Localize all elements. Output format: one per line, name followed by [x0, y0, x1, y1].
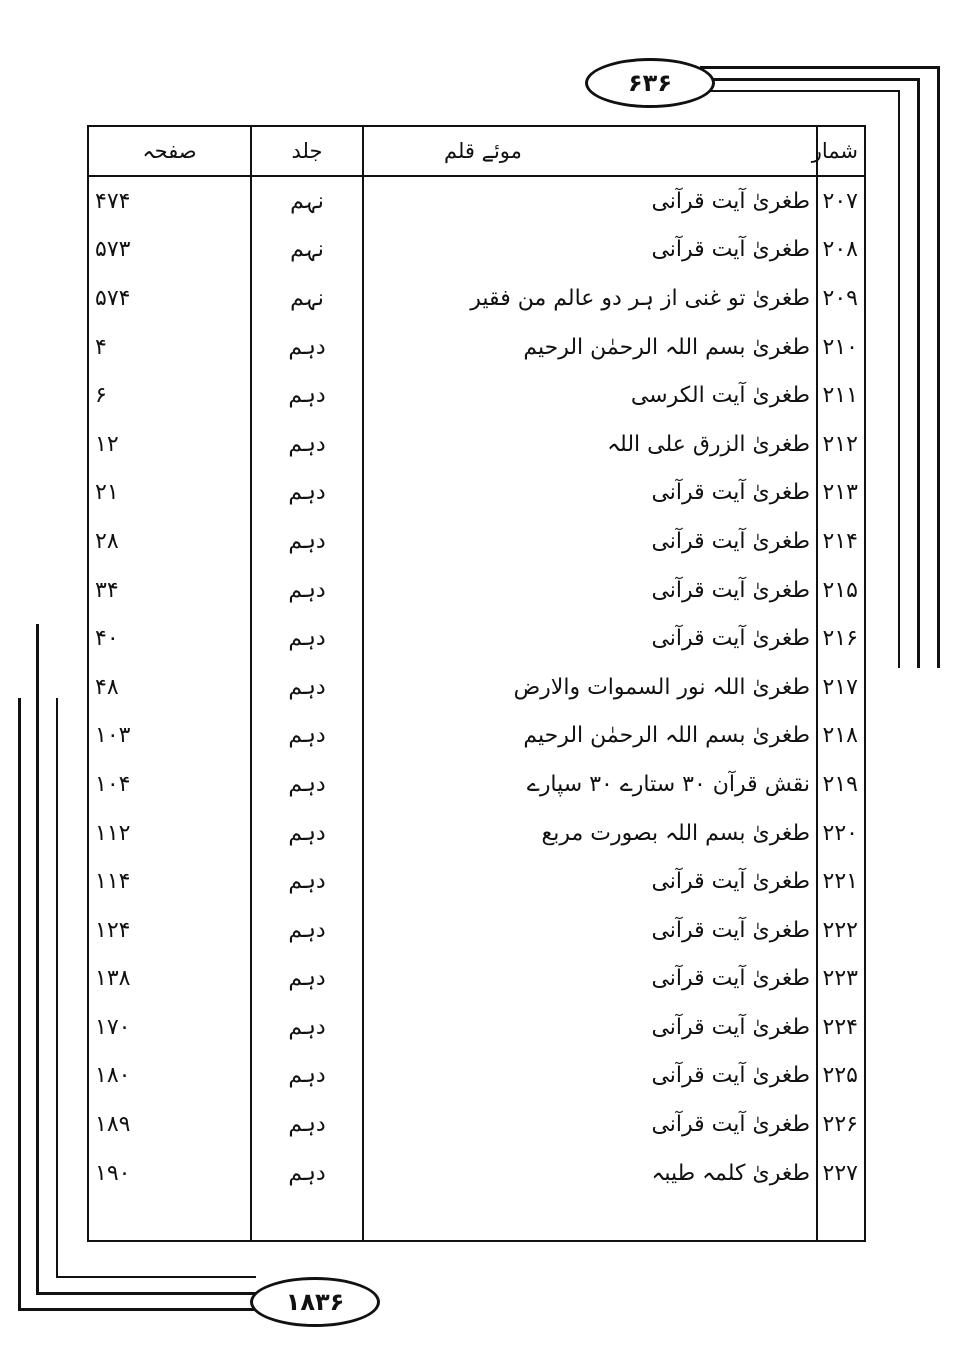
- entry-volume: دہم: [251, 371, 363, 420]
- frame-line-left-3: [56, 698, 58, 1278]
- table-row: [88, 566, 865, 615]
- entry-title: طغریٰ آیت قرآنی: [363, 1100, 817, 1149]
- entry-page: ۱۷۰: [95, 1014, 131, 1040]
- entry-title: طغریٰ بسم اللہ الرحمٰن الرحیم: [363, 323, 817, 372]
- entry-title: طغریٰ آیت قرآنی: [363, 226, 817, 275]
- entry-volume: نہم: [251, 274, 363, 323]
- header-volume: جلد: [251, 126, 363, 176]
- entry-title: طغریٰ آیت قرآنی: [363, 176, 817, 226]
- entry-number: ۲۰۷: [817, 176, 865, 226]
- table-row: [88, 955, 865, 1004]
- entry-number: ۲۱۸: [817, 712, 865, 761]
- entry-number: ۲۰۸: [817, 226, 865, 275]
- entry-volume: دہم: [251, 1052, 363, 1101]
- entry-page: ۳۴: [95, 577, 119, 603]
- frame-line-right-3: [898, 90, 900, 668]
- entry-title: طغریٰ بسم اللہ الرحمٰن الرحیم: [363, 712, 817, 761]
- entry-volume: دہم: [251, 712, 363, 761]
- entry-title: طغریٰ آیت قرآنی: [363, 1003, 817, 1052]
- table-row: [88, 1003, 865, 1052]
- entry-page: ۴۷۴: [95, 188, 131, 214]
- frame-line-bottom-3: [18, 1308, 256, 1311]
- table-row: [88, 274, 865, 323]
- frame-line-right-1: [937, 66, 940, 668]
- table-row: [88, 760, 865, 809]
- entry-volume: دہم: [251, 323, 363, 372]
- entry-page: ۱۰۴: [95, 771, 131, 797]
- entry-page: ۴۸: [95, 674, 119, 700]
- entry-page: ۱۰۳: [95, 723, 131, 749]
- entry-volume: دہم: [251, 857, 363, 906]
- entry-volume: دہم: [251, 760, 363, 809]
- table-row: [88, 1052, 865, 1101]
- entry-page: ۱۸۹: [95, 1112, 131, 1138]
- entry-title: طغریٰ الزرق علی اللہ: [363, 420, 817, 469]
- entry-volume: دہم: [251, 1100, 363, 1149]
- entry-page: ۴۰: [95, 626, 119, 652]
- index-table: [87, 125, 866, 1242]
- entry-volume: دہم: [251, 955, 363, 1004]
- entry-page: ۲۸: [95, 528, 119, 554]
- entry-volume: نہم: [251, 226, 363, 275]
- entry-page: ۵۷۴: [95, 285, 131, 311]
- table-row: [88, 614, 865, 663]
- entry-title: طغریٰ آیت قرآنی: [363, 1052, 817, 1101]
- table-row: [88, 517, 865, 566]
- entry-number: ۲۲۰: [817, 809, 865, 858]
- entry-page: ۲۱: [95, 480, 119, 506]
- entry-volume: نہم: [251, 176, 363, 226]
- table-row: [88, 712, 865, 761]
- entry-title: طغریٰ آیت قرآنی: [363, 906, 817, 955]
- empty-cell: [88, 1197, 251, 1241]
- entry-page: ۱۲: [95, 431, 119, 457]
- entry-title: طغریٰ بسم اللہ بصورت مربع: [363, 809, 817, 858]
- table-row: [88, 809, 865, 858]
- table-row: [88, 323, 865, 372]
- frame-line-left-2: [18, 698, 21, 1310]
- header-row: [88, 126, 865, 176]
- entry-page: ۵۷۳: [95, 237, 131, 263]
- entry-volume: دہم: [251, 614, 363, 663]
- entry-title: نقش قرآن ۳۰ ستارے ۳۰ سپارے: [363, 760, 817, 809]
- entry-page: ۱۱۲: [95, 820, 131, 846]
- header-page: صفحہ: [88, 126, 251, 176]
- entry-volume: دہم: [251, 420, 363, 469]
- entry-number: ۲۱۰: [817, 323, 865, 372]
- entry-title: طغریٰ آیت قرآنی: [363, 517, 817, 566]
- entry-number: ۲۲۴: [817, 1003, 865, 1052]
- table-row: [88, 663, 865, 712]
- page-number-bottom: ۱۸۳۶: [250, 1277, 380, 1327]
- table-row: [88, 176, 865, 226]
- empty-cell: [363, 1197, 817, 1241]
- frame-line-top-2: [708, 78, 920, 81]
- empty-cell: [817, 1197, 865, 1241]
- frame-line-left-1: [36, 624, 39, 1294]
- table-row: [88, 420, 865, 469]
- entry-volume: دہم: [251, 809, 363, 858]
- entry-volume: دہم: [251, 469, 363, 518]
- frame-line-top-3: [708, 90, 900, 92]
- table-row: [88, 469, 865, 518]
- entry-page: ۱۱۴: [95, 869, 131, 895]
- entry-volume: دہم: [251, 906, 363, 955]
- entry-page: ۱۸۰: [95, 1063, 131, 1089]
- entry-page: ۴: [95, 334, 107, 360]
- entry-number: ۲۱۶: [817, 614, 865, 663]
- entry-title: طغریٰ آیت الکرسی: [363, 371, 817, 420]
- entry-number: ۲۲۶: [817, 1100, 865, 1149]
- table-row: [88, 371, 865, 420]
- entry-page: ۱۳۸: [95, 966, 131, 992]
- entry-number: ۲۲۷: [817, 1149, 865, 1198]
- entry-number: ۲۱۵: [817, 566, 865, 615]
- table-row: [88, 1149, 865, 1198]
- entry-title: طغریٰ آیت قرآنی: [363, 857, 817, 906]
- entry-number: ۲۰۹: [817, 274, 865, 323]
- entry-number: ۲۱۹: [817, 760, 865, 809]
- empty-cell: [251, 1197, 363, 1241]
- entry-number: ۲۱۱: [817, 371, 865, 420]
- entry-title: طغریٰ آیت قرآنی: [363, 955, 817, 1004]
- entry-title: طغریٰ کلمہ طیبہ: [363, 1149, 817, 1198]
- entry-page: ۶: [95, 383, 107, 409]
- entry-volume: دہم: [251, 1149, 363, 1198]
- frame-line-top-1: [700, 66, 940, 69]
- entry-volume: دہم: [251, 663, 363, 712]
- page-number-top: ۶۳۶: [585, 58, 715, 108]
- entry-title: طغریٰ آیت قرآنی: [363, 469, 817, 518]
- frame-line-bottom-1: [56, 1276, 256, 1278]
- entry-title: طغریٰ آیت قرآنی: [363, 566, 817, 615]
- entry-number: ۲۲۲: [817, 906, 865, 955]
- entry-title: طغریٰ اللہ نور السموات والارض: [363, 663, 817, 712]
- entry-number: ۲۲۱: [817, 857, 865, 906]
- table-filler-row: [88, 1197, 865, 1241]
- entry-page: ۱۹۰: [95, 1160, 131, 1186]
- frame-line-bottom-2: [36, 1292, 256, 1295]
- frame-line-right-2: [917, 78, 920, 668]
- entry-number: ۲۱۴: [817, 517, 865, 566]
- entry-number: ۲۲۳: [817, 955, 865, 1004]
- header-number: شمار: [817, 126, 865, 176]
- entry-title: طغریٰ تو غنی از ہر دو عالم من فقیر: [363, 274, 817, 323]
- header-title: موئے قلم: [363, 126, 817, 176]
- entry-number: ۲۱۳: [817, 469, 865, 518]
- table-row: [88, 857, 865, 906]
- entry-volume: دہم: [251, 566, 363, 615]
- table-row: [88, 226, 865, 275]
- entry-number: ۲۱۷: [817, 663, 865, 712]
- entry-title: طغریٰ آیت قرآنی: [363, 614, 817, 663]
- entry-page: ۱۲۴: [95, 917, 131, 943]
- entry-volume: دہم: [251, 1003, 363, 1052]
- table-row: [88, 906, 865, 955]
- entry-number: ۲۱۲: [817, 420, 865, 469]
- entry-number: ۲۲۵: [817, 1052, 865, 1101]
- table-row: [88, 1100, 865, 1149]
- entry-volume: دہم: [251, 517, 363, 566]
